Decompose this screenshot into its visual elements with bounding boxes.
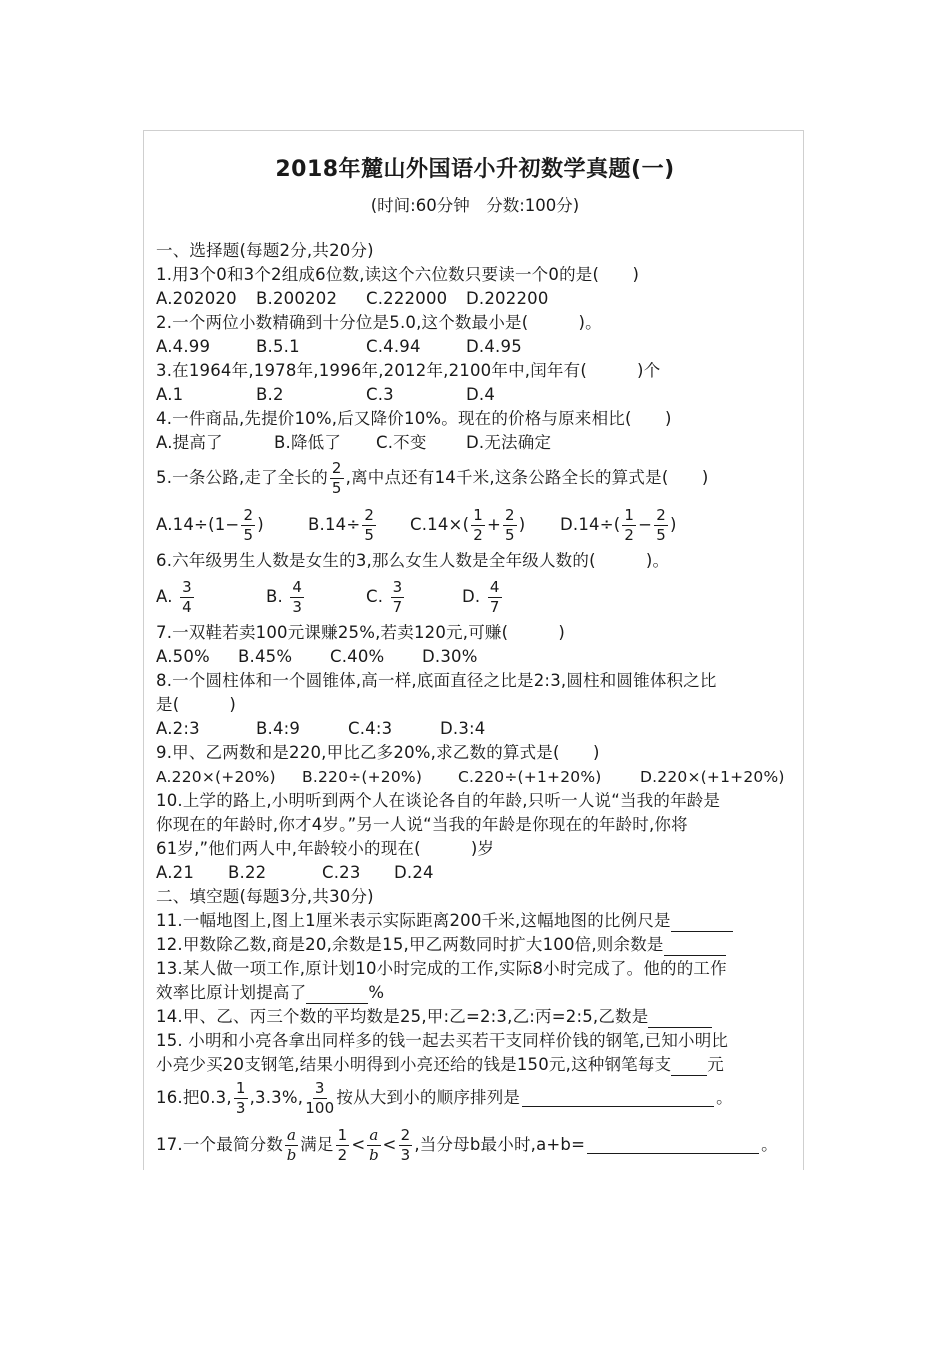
question-6-options [156, 574, 504, 620]
answer-blank[interactable] [664, 939, 726, 956]
question-1: 1.用3个0和3个2组成6位数,读这个六位数只要读一个0的是( ) [156, 265, 640, 284]
option-b: B.200202 [256, 289, 338, 308]
question-3: 3.在1964年,1978年,1996年,2012年,2100年中,闰年有( )个 [156, 361, 661, 380]
option-c: C.14×( $\frac{1}{2}$ + $\frac{2}{5}$ ) [410, 505, 526, 544]
question-5-stem-a: 5.一条公路,走了全长的 [156, 468, 328, 487]
option-a: A.50% [156, 647, 210, 666]
option-d: D.4 [466, 385, 496, 404]
answer-blank[interactable] [587, 1137, 759, 1154]
option-a: A.202020 [156, 289, 237, 308]
option-a: A.21 [156, 863, 195, 882]
option-d: D. $\frac{4}{7}$ [462, 577, 500, 616]
answer-blank[interactable] [648, 1011, 712, 1028]
fraction: $\frac{2}{3}$ [400, 1125, 411, 1164]
option-b: B.220÷(+20%) [302, 768, 423, 786]
question-8-line-2: 是( ) [156, 695, 237, 714]
question-4: 4.一件商品,先提价10%,后又降价10%。现在的价格与原来相比( ) [156, 409, 672, 428]
answer-blank[interactable] [671, 915, 733, 932]
question-16: 16.把0.3, $\frac{1}{3}$ ,3.3%, $\frac{3}{100}$ 按从大到小的顺序排列是 。 [156, 1078, 733, 1117]
option-d: D.30% [422, 647, 478, 666]
option-a: A.220×(+20%) [156, 768, 276, 786]
question-13-line-2: 效率比原计划提高了 % [156, 983, 385, 1002]
option-d: D.3:4 [440, 719, 486, 738]
option-d: D.202200 [466, 289, 549, 308]
question-13-line-1: 13.某人做一项工作,原计划10小时完成的工作,实际8小时完成了。他的的工作 [156, 959, 727, 978]
option-c: C. $\frac{3}{7}$ [366, 577, 403, 616]
question-10-line-1: 10.上学的路上,小明听到两个人在谈论各自的年龄,只听一人说“当我的年龄是 [156, 791, 721, 810]
option-b: B.4:9 [256, 719, 301, 738]
question-3-options [156, 384, 495, 406]
option-a: A.4.99 [156, 337, 211, 356]
answer-blank[interactable] [522, 1090, 714, 1107]
option-a: A.2:3 [156, 719, 200, 738]
option-c: C.4.94 [366, 337, 421, 356]
question-2: 2.一个两位小数精确到十分位是5.0,这个数最小是( )。 [156, 313, 602, 332]
option-b: B.降低了 [274, 433, 342, 452]
question-14: 14.甲、乙、丙三个数的平均数是25,甲:乙=2:3,乙:丙=2:5,乙数是 [156, 1006, 712, 1028]
option-c: C.220÷(+1+20%) [458, 768, 602, 786]
exam-info: (时间:60分钟 分数:100分) [370, 196, 580, 215]
question-17: 17.一个最简分数 $\frac{a}{b}$ 满足 $\frac{1}{2}$ < $\frac{a}{b}$ < $\frac{2}{3}$ ,当分母b最小时,a+b= 。 [156, 1125, 778, 1164]
option-c: C.不变 [376, 433, 427, 452]
answer-blank[interactable] [671, 1059, 707, 1076]
fraction: $\frac{1}{2}$ [337, 1125, 348, 1164]
option-c: C.3 [366, 385, 394, 404]
question-10-line-2: 你现在的年龄时,你才4岁。”另一人说“当我的年龄是你现在的年龄时,你将 [156, 815, 688, 834]
question-15-line-1: 15. 小明和小亮各拿出同样多的钱一起去买若干支同样价钱的钢笔,已知小明比 [156, 1031, 729, 1050]
option-d: D.24 [394, 863, 434, 882]
option-d: D.220×(+1+20%) [640, 768, 785, 786]
question-11: 11.一幅地图上,图上1厘米表示实际距离200千米,这幅地图的比例尺是 [156, 910, 733, 932]
question-7: 7.一双鞋若卖100元课赚25%,若卖120元,可赚( ) [156, 623, 565, 642]
option-d: D.4.95 [466, 337, 522, 356]
option-c: C.222000 [366, 289, 448, 308]
question-12: 12.甲数除乙数,商是20,余数是15,甲乙两数同时扩大100倍,则余数是 [156, 934, 726, 956]
option-b: B.45% [238, 647, 293, 666]
option-d: D.14÷( $\frac{1}{2}$ − $\frac{2}{5}$ ) [560, 505, 677, 544]
question-15-line-2: 小亮少买20支钢笔,结果小明得到小亮还给的钱是150元,这种钢笔每支 元 [156, 1055, 724, 1074]
question-8-options [156, 718, 486, 740]
section-heading-choice: 一、选择题(每题2分,共20分) [156, 241, 374, 260]
question-5-options [156, 502, 677, 548]
option-b: B. $\frac{4}{3}$ [266, 577, 303, 616]
question-7-options [156, 646, 478, 668]
option-c: C.23 [322, 863, 361, 882]
option-a: A. $\frac{3}{4}$ [156, 577, 192, 616]
fraction: $\frac{a}{b}$ [286, 1125, 297, 1164]
option-b: B.22 [228, 863, 267, 882]
question-1-options [156, 288, 549, 310]
fraction: $\frac{3}{100}$ [305, 1078, 335, 1117]
section-heading-fill: 二、填空题(每题3分,共30分) [156, 887, 374, 906]
question-10-options [156, 862, 434, 884]
fraction: $\frac{2}{5}$ [331, 458, 342, 497]
option-c: C.40% [330, 647, 385, 666]
fraction: $\frac{1}{3}$ [235, 1078, 246, 1117]
question-4-options [156, 432, 551, 454]
question-8-line-1: 8.一个圆柱体和一个圆锥体,高一样,底面直径之比是2:3,圆柱和圆锥体积之比 [156, 671, 717, 690]
option-c: C.4:3 [348, 719, 393, 738]
page-title: 2018年麓山外国语小升初数学真题(一) [275, 157, 675, 182]
question-6: 6.六年级男生人数是女生的3,那么女生人数是全年级人数的( )。 [156, 551, 670, 570]
option-a: A.提高了 [156, 433, 223, 452]
question-9-options [156, 766, 785, 788]
option-a: A.14÷(1− $\frac{2}{5}$ ) [156, 505, 264, 544]
fraction: $\frac{a}{b}$ [369, 1125, 379, 1164]
question-5-stem-b: ,离中点还有14千米,这条公路全长的算式是( ) [345, 468, 709, 487]
question-5 [156, 456, 709, 500]
option-a: A.1 [156, 385, 184, 404]
question-2-options [156, 336, 522, 358]
question-10-line-3: 61岁,”他们两人中,年龄较小的现在( )岁 [156, 839, 495, 858]
answer-blank[interactable] [306, 987, 368, 1004]
option-b: B.5.1 [256, 337, 300, 356]
option-b: B.14÷ $\frac{2}{5}$ [308, 505, 375, 544]
option-d: D.无法确定 [466, 433, 552, 452]
question-9: 9.甲、乙两数和是220,甲比乙多20%,求乙数的算式是( ) [156, 743, 600, 762]
option-b: B.2 [256, 385, 284, 404]
